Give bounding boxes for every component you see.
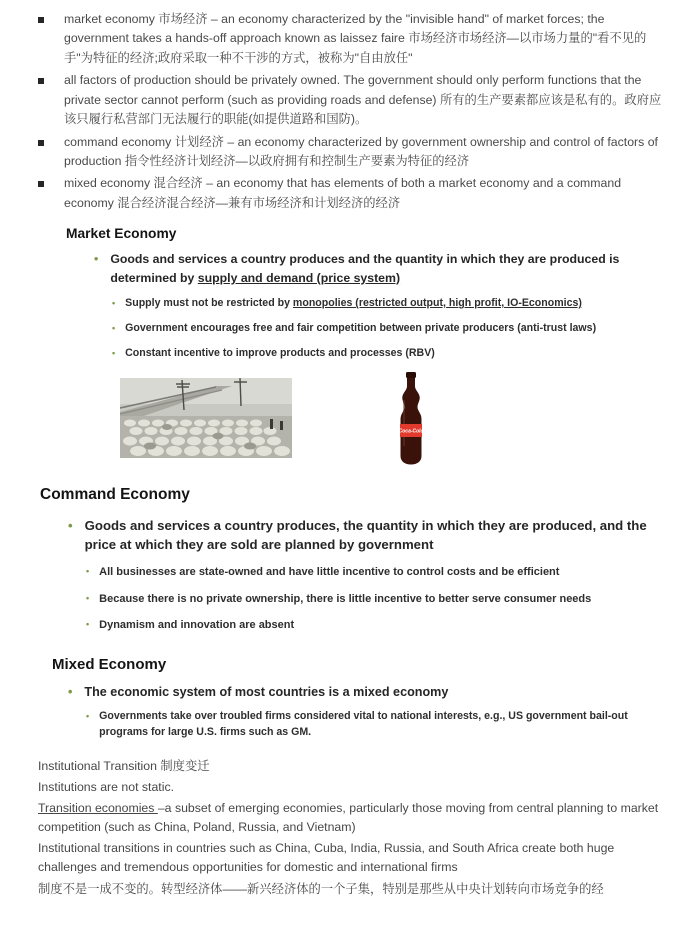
definition-list <box>38 10 668 213</box>
paragraph-institutional-transitions-countries: Institutional transitions in countries such as China, Cuba, India, Russia, and South Africa create both huge challenges and tremendous opportunities for domestic and international firms <box>38 841 615 875</box>
bullet-icon <box>68 516 73 554</box>
underlined-text-supply-demand: supply and demand (price system) <box>197 270 401 285</box>
square-bullet-icon <box>38 17 44 23</box>
square-bullet-icon <box>38 78 44 84</box>
command-main-point <box>68 516 668 554</box>
command-main-point-text: Goods and services a country produces, the quantity in which they are produced, and the price at which they are sold are planned by government <box>84 517 647 552</box>
bullet-icon <box>112 322 115 337</box>
market-main-point <box>94 250 668 287</box>
underlined-text-transition-economies: Transition economies <box>38 800 158 815</box>
square-bullet-icon <box>38 181 44 187</box>
command-sub-point-text: All businesses are state-owned and have little incentive to control costs and be efficient <box>99 566 560 579</box>
market-sub-point <box>112 346 668 362</box>
mixed-main-point <box>68 683 668 701</box>
market-sub-point <box>112 296 668 312</box>
bullet-icon <box>86 618 89 634</box>
list-item <box>38 71 668 129</box>
section-heading-mixed: Mixed Economy <box>52 655 167 673</box>
list-item <box>38 10 668 68</box>
market-sub-point-text <box>125 296 668 312</box>
command-sub-point <box>86 591 668 608</box>
institutional-transition-paragraphs <box>38 757 668 899</box>
bullet-icon <box>86 592 89 608</box>
bullet-icon <box>112 347 115 362</box>
paragraph-institutional-transition: Institutional Transition 制度变迁 <box>38 758 210 773</box>
market-sub-point-text: Constant incentive to improve products and processes (RBV) <box>125 346 435 359</box>
underlined-text-monopolies: monopolies (restricted output, high profit, IO-Economics) <box>292 297 582 310</box>
market-sub-point-text: Government encourages free and fair competition between private producers (anti-trust laws) <box>125 321 597 334</box>
command-sub-point <box>86 564 668 581</box>
square-bullet-icon <box>38 140 44 146</box>
command-sub-point-text: Because there is no private ownership, there is little incentive to better serve consumer needs <box>99 592 592 605</box>
bullet-icon <box>68 683 72 701</box>
definition-text-command-economy: command economy 计划经济 – an economy characterized by government ownership and control of factors of production 指令性经济计划经济—以政府拥有和控制生产要素为特征的经济 <box>64 134 658 168</box>
command-sub-point <box>86 617 668 634</box>
sheep-flock-railroad-photo <box>120 378 292 458</box>
market-main-point-text <box>110 250 668 287</box>
section-mixed-economy <box>38 656 668 741</box>
bullet-icon <box>112 297 115 312</box>
market-sub-point <box>112 321 668 337</box>
section-command-economy <box>38 486 668 634</box>
paragraph-institutions-static: Institutions are not static. <box>38 779 175 794</box>
section-heading-market: Market Economy <box>66 226 177 242</box>
text-segment: Goods and services a country produces and the quantity in which they are produced is determined by <box>110 252 620 285</box>
text-segment: –a subset of emerging economies, particularly those moving from central planning to market competition (such as China, Poland, Russia, and Vietnam) <box>38 800 659 835</box>
mixed-sub-point-text: Governments take over troubled firms considered vital to national interests, e.g., US government bail-out programs for large U.S. firms such as GM. <box>99 709 628 738</box>
mixed-sub-point <box>86 709 668 741</box>
list-item <box>38 133 668 172</box>
image-row <box>120 378 668 466</box>
paragraph-chinese-transition: 制度不是一成不变的。转型经济体——新兴经济体的一个子集，特别是那些从中央计划转向市场竞争的经 <box>38 881 604 896</box>
definition-text-private-ownership: all factors of production should be privately owned. The government should only perform functions that the private sector cannot perform (such as providing roads and defense) 所有的生产要素都应该是私有的。政府应该只履行私营部门无法履行的职能(如提供道路和国防)。 <box>64 73 662 127</box>
bullet-icon <box>86 710 89 741</box>
list-item <box>38 174 668 213</box>
coca-cola-bottle-image <box>394 372 428 466</box>
coca-cola-label-text: Coca-Cola <box>398 428 424 435</box>
section-heading-command: Command Economy <box>40 485 190 503</box>
bullet-icon <box>86 565 89 581</box>
text-segment: Supply must not be restricted by <box>125 297 293 310</box>
definition-text-market-economy: market economy 市场经济 – an economy characterized by the "invisible hand" of market forces; the government takes a hands-off approach known as laissez faire 市场经济市场经济—以市场力量的"看不见的手"为特征的经济;政府采取一种不干涉的方式，被称为"自由放任" <box>64 12 647 65</box>
mixed-main-point-text: The economic system of most countries is a mixed economy <box>84 684 449 699</box>
section-market-economy <box>38 226 668 466</box>
command-sub-point-text: Dynamism and innovation are absent <box>99 619 295 632</box>
bullet-icon <box>94 250 98 287</box>
definition-text-mixed-economy: mixed economy 混合经济 – an economy that has elements of both a market economy and a command economy 混合经济混合经济—兼有市场经济和计划经济的经济 <box>64 176 622 210</box>
paragraph-transition-economies <box>38 799 668 837</box>
